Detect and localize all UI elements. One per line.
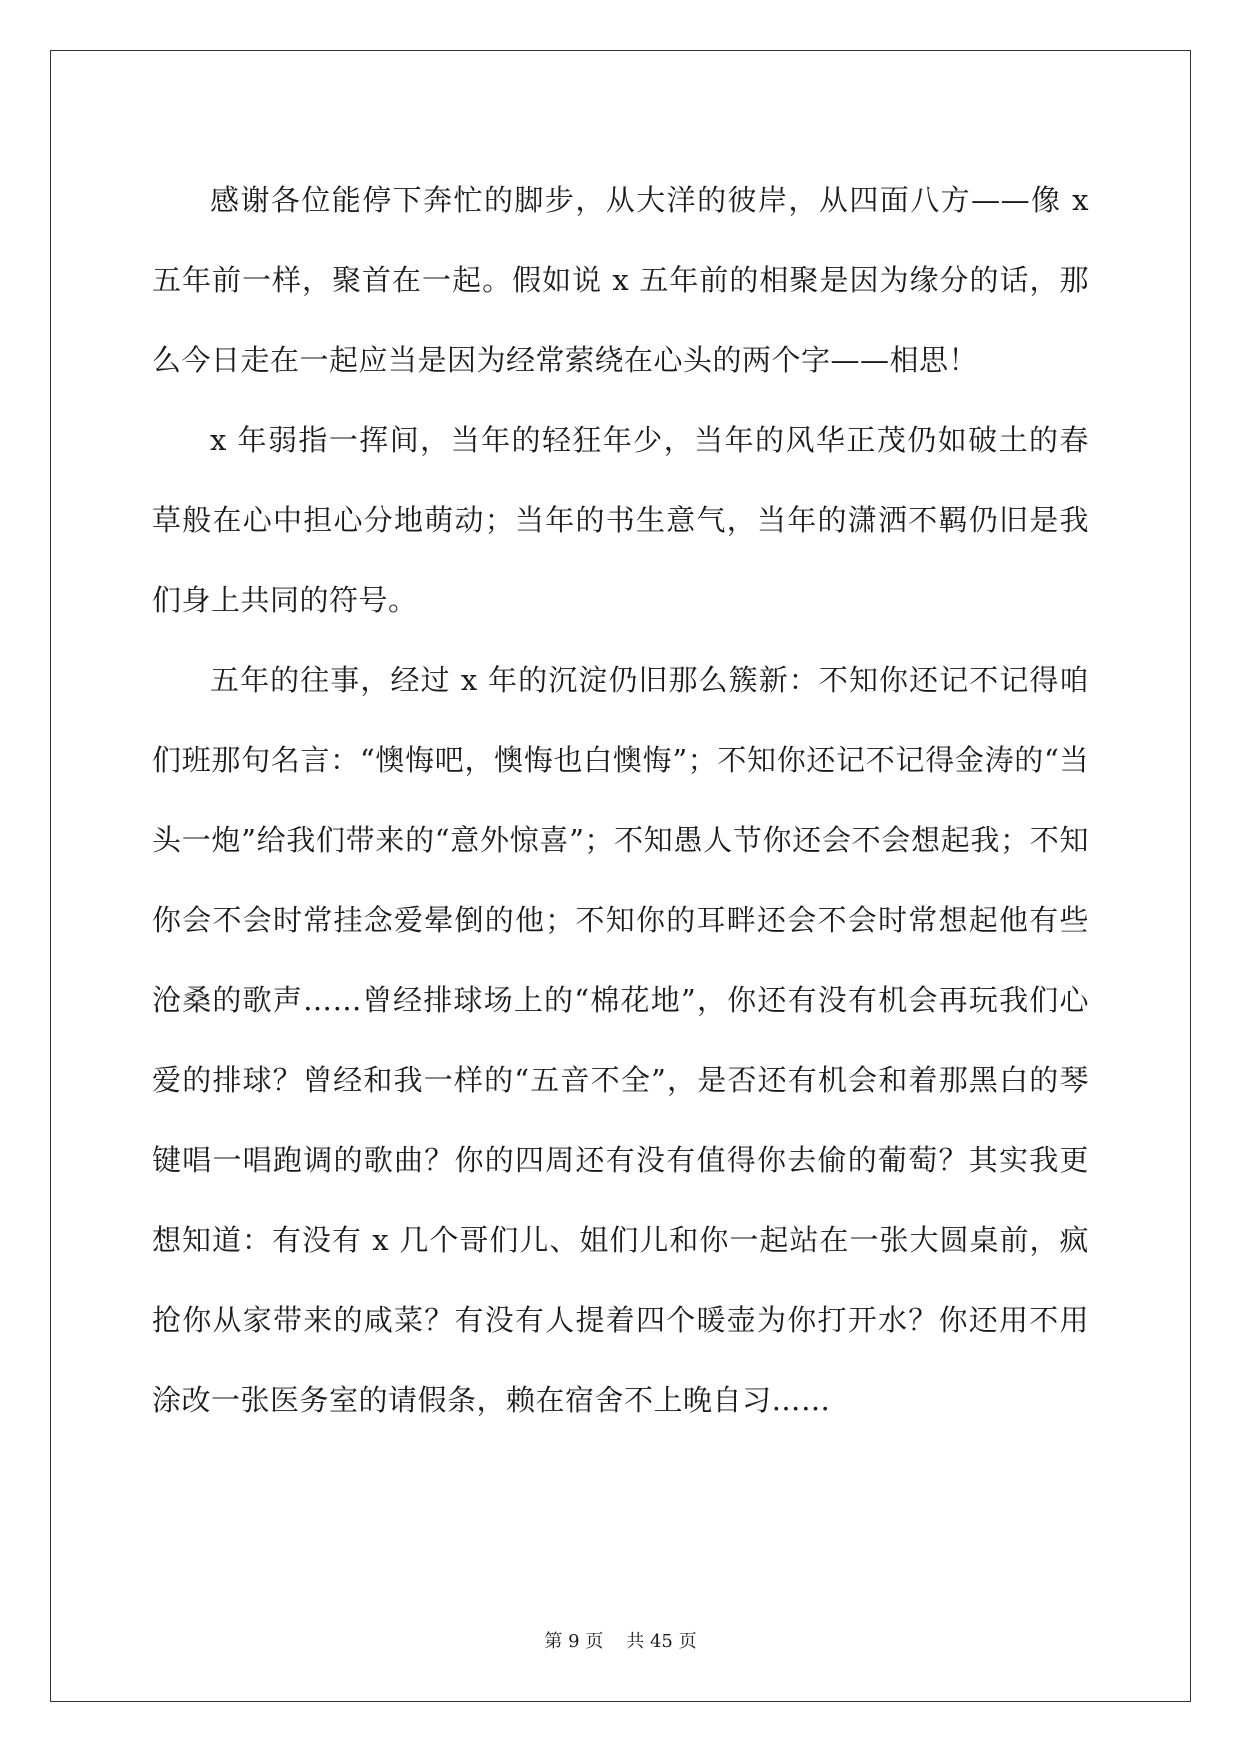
document-body xyxy=(152,160,1089,1440)
page-total: 共 45 页 xyxy=(626,1631,697,1652)
page-footer xyxy=(0,1627,1241,1653)
paragraph-2: x 年弱指一挥间，当年的轻狂年少，当年的风华正茂仍如破土的春草般在心中担心分地萌动；当年的书生意气，当年的潇洒不羁仍旧是我们身上共同的符号。 xyxy=(152,423,1089,617)
page-number: 第 9 页 xyxy=(544,1631,604,1652)
paragraph-3: 五年的往事，经过 x 年的沉淀仍旧那么簇新：不知你还记不记得咱们班那句名言：“懊悔吧，懊悔也白懊悔”；不知你还记不记得金涛的“当头一炮”给我们带来的“意外惊喜”；不知愚人节你还会不会想起我；不知你会不会时常挂念爱晕倒的他；不知你的耳畔还会不会时常想起他有些沧桑的歌声……曾经排球场上的“棉花地”，你还有没有机会再玩我们心爱的排球？曾经和我一样的“五音不全”，是否还有机会和着那黑白的琴键唱一唱跑调的歌曲？你的四周还有没有值得你去偷的葡萄？其实我更想知道：有没有 x 几个哥们儿、姐们儿和你一起站在一张大圆桌前，疯抢你从家带来的咸菜？有没有人提着四个暖壶为你打开水？你还用不用涂改一张医务室的请假条，赖在宿舍不上晚自习…… xyxy=(152,663,1089,1417)
paragraph-1: 感谢各位能停下奔忙的脚步，从大洋的彼岸，从四面八方——像 x 五年前一样，聚首在一起。假如说 x 五年前的相聚是因为缘分的话，那么今日走在一起应当是因为经常萦绕在心头的两个字——相思！ xyxy=(152,183,1089,377)
